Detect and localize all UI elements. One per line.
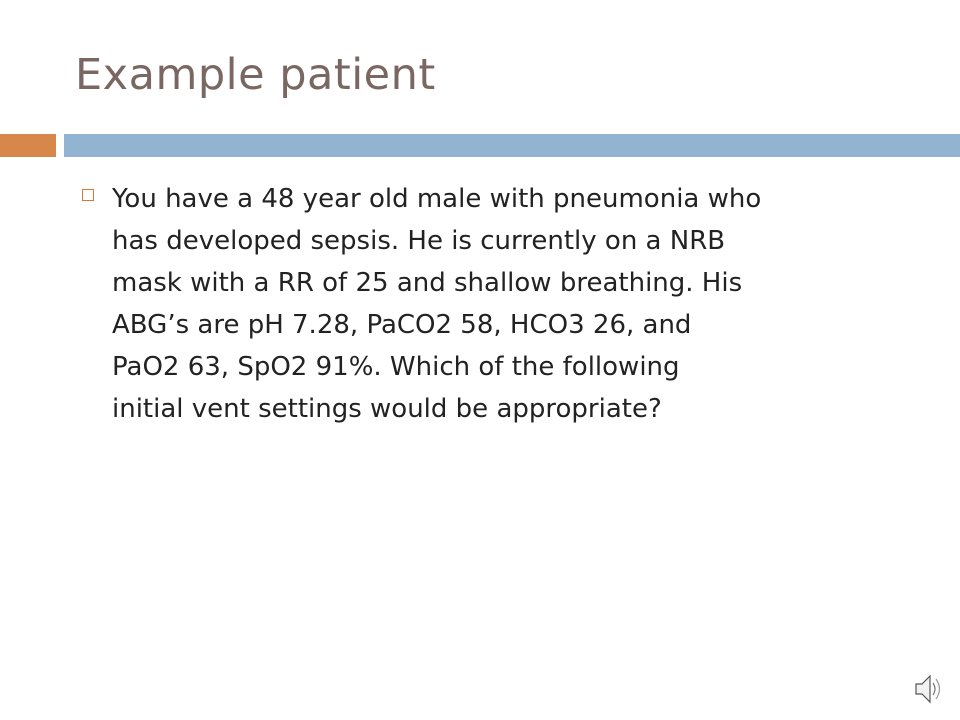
title-rule-blue (64, 134, 960, 157)
speaker-icon[interactable] (914, 671, 944, 707)
bullet-line: ABG’s are pH 7.28, PaCO2 58, HCO3 26, and (112, 310, 692, 340)
slide-title: Example patient (75, 50, 436, 100)
bullet-line: You have a 48 year old male with pneumonia who (112, 184, 762, 214)
bullet-line: PaO2 63, SpO2 91%. Which of the following (112, 352, 680, 382)
bullet-square-icon (82, 189, 94, 201)
title-rule-orange (0, 134, 56, 157)
bullet-line: has developed sepsis. He is currently on a NRB (112, 226, 726, 256)
bullet-text (112, 178, 912, 430)
bullet-line: initial vent settings would be appropriate? (112, 394, 662, 424)
bullet-line: mask with a RR of 25 and shallow breathing. His (112, 268, 743, 298)
